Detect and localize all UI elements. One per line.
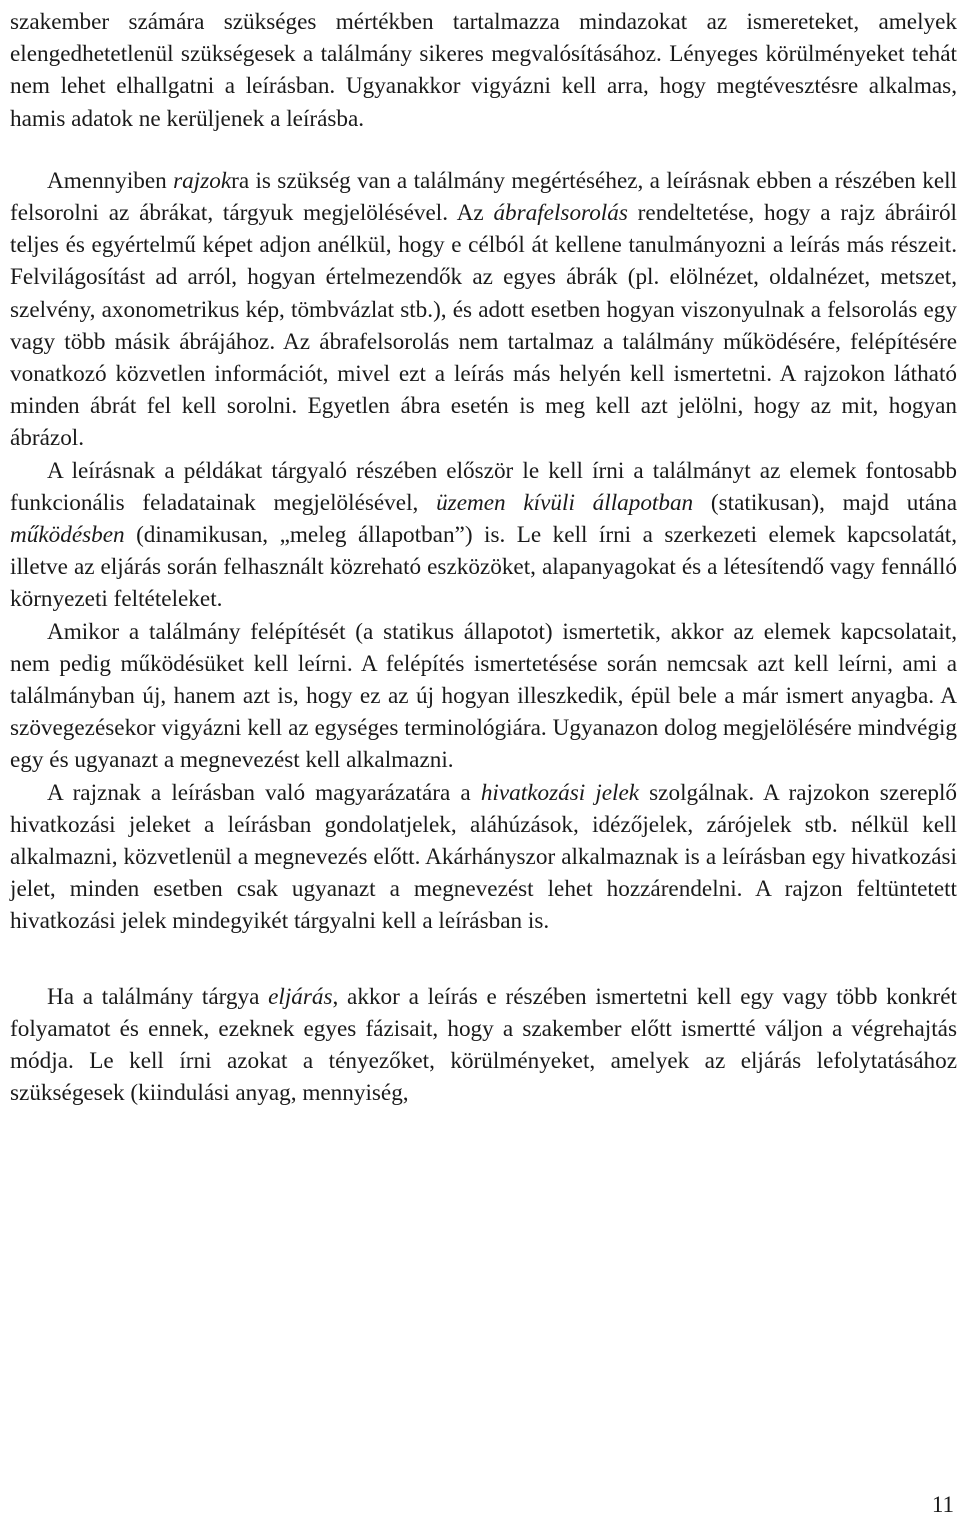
italic-term: eljárás — [268, 983, 333, 1010]
text-run: (dinamikusan, „meleg állapotban”) is. Le kell írni a szerkezeti elemek kapcsolatát, illetve az eljárás során felhasznált közreható eszközöket, alapanyagokat és a létesítendő vagy fennálló környezeti feltételeket. — [10, 522, 957, 613]
italic-term: működésben — [10, 522, 125, 549]
text-run: Amennyiben — [47, 167, 174, 194]
paragraph-examples — [10, 455, 957, 616]
page-number: 11 — [931, 1492, 954, 1517]
paragraph-process — [10, 981, 957, 1110]
text-run: ra is szükség van a találmány megértéséhez, a leírásnak ebben a részében kell felsorolni az ábrákat, tárgyuk megjelölésével. Az — [10, 167, 957, 227]
text-run: rendeltetése, hogy a rajz ábráiról teljes és egyértelmű képet adjon anélkül, hogy e célból át kellene tanulmányozni a leírás más részeit. Felvilágosítást ad arról, hogyan értelmezendők az egyes ábrák (pl. elölnézet, oldalnézet, metszet, szelvény, axonometrikus kép, tömbvázlat stb.), és adott esetben hogyan viszonyulnak a felsorolás egy vagy több másik ábrájához. Az ábrafelsorolás nem tartalmaz a találmány működésére, felépítésére vonatkozó közvetlen információt, mivel ezt a leírás más helyén kell ismertetni. A rajzokon látható minden ábrát fel kell sorolni. Egyetlen ábra esetén is meg kell azt jelölni, hogy az mit, hogyan ábrázol. — [10, 200, 957, 452]
paragraph-reference-signs — [10, 777, 957, 938]
text-run: A leírásnak a példákat tárgyaló részében először le kell írni a találmányt az elemek fontosabb funkcionális feladatainak megjelölésével, — [10, 457, 957, 516]
italic-term: ábrafelsorolás — [493, 200, 628, 227]
text-run: Ha a találmány tárgya — [47, 983, 269, 1010]
text-run: A rajznak a leírásban való magyarázatára a — [47, 779, 481, 806]
italic-term: rajzok — [173, 167, 232, 194]
text-run: szolgálnak. A rajzokon szereplő hivatkozási jeleket a leírásban gondolatjelek, aláhúzások, idézőjelek, zárójelek stb. nélkül kell alkalmazni, közvetlenül a megnevezés előtt. Akárhányszor alkalmaznak is a leírásban egy hivatkozási jelet, minden esetben csak ugyanazt a megnevezést lehet hozzárendelni. A rajzon feltüntetett hivatkozási jelek mindegyikét tárgyalni kell a leírásban is. — [10, 779, 958, 935]
paragraph-drawings — [10, 165, 957, 455]
text-run: szakember számára szükséges mértékben tartalmazza mindazokat az ismereteket, amelyek elengedhetetlenül szükségesek a találmány sikeres megvalósításához. Lényeges körülményeket tehát nem lehet elhallgatni a leírásban. Ugyanakkor vigyázni kell arra, hogy megtévesztésre alkalmas, hamis adatok ne kerüljenek a leírásba. — [10, 9, 957, 132]
text-run: , akkor a leírás e részében ismertetni kell egy vagy több konkrét folyamatot és ennek, ezeknek egyes fázisait, hogy a szakember előtt ismertté váljon a végrehajtás módja. Le kell írni azokat a tényezőket, körülményeket, amelyek az eljárás lefolytatásához szükségesek (kiindulási anyag, mennyiség, — [10, 983, 957, 1107]
paragraph-structure — [10, 616, 957, 777]
italic-term: üzemen kívüli állapotban — [436, 489, 694, 516]
italic-term: hivatkozási jelek — [480, 779, 640, 806]
document-page — [10, 0, 957, 1110]
text-run: Amikor a találmány felépítését (a statikus állapotot) ismertetik, akkor az elemek kapcsolatait, nem pedig működésüket kell leírni. A felépítés ismertetésése során nemcsak azt kell leírni, ami a találmányban új, hanem azt is, hogy ez az új hogyan illeszkedik, épül bele a már ismert anyagba. A szövegezésekor vigyázni kell az egységes terminológiára. Ugyanazon dolog megjelölésére mindvégig egy és ugyanazt a megnevezést kell alkalmazni. — [10, 618, 957, 774]
text-run: (statikusan), majd utána — [693, 489, 957, 516]
paragraph-intro-continued — [10, 6, 957, 135]
